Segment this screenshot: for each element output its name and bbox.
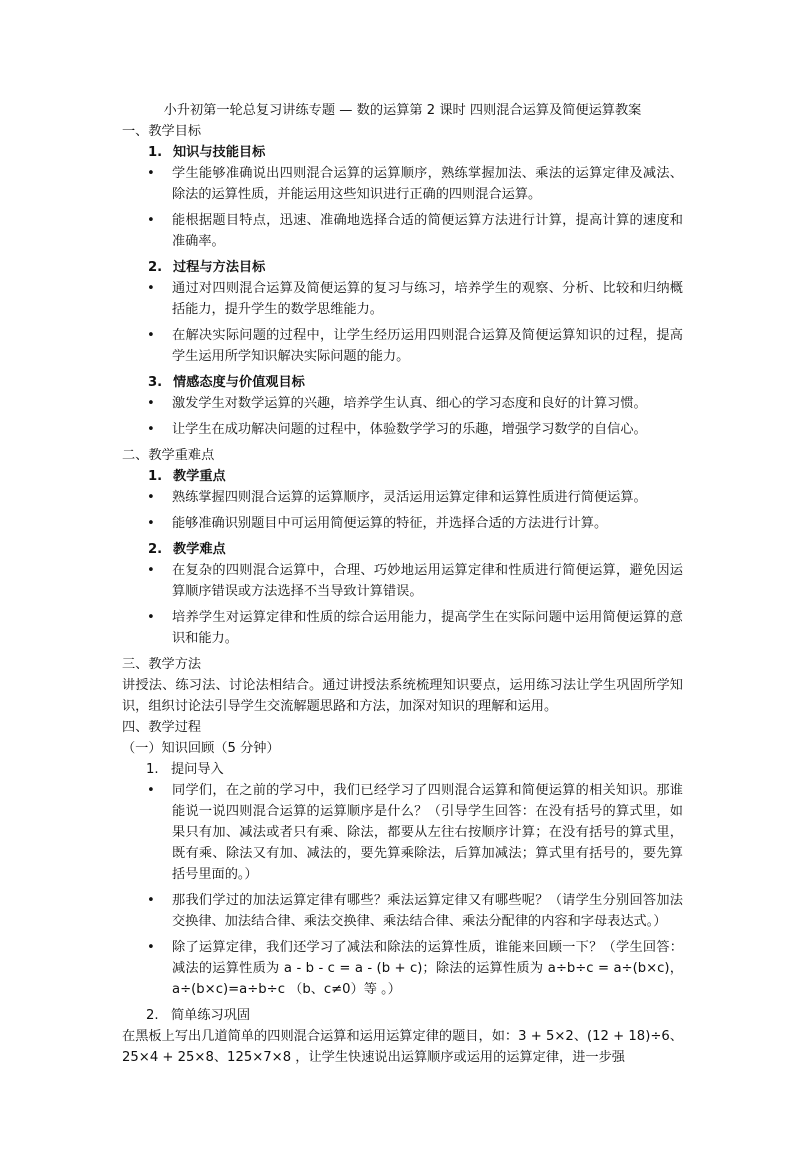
bullet-dot: •	[147, 422, 155, 437]
subheading-label: 教学重点	[173, 469, 226, 484]
bullet-text: 能根据题目特点，迅速、准确地选择合适的简便运算方法进行计算，提高计算的速度和准确率。	[172, 213, 683, 249]
subheading	[146, 759, 683, 780]
bullet-text: 激发学生对数学运算的兴趣，培养学生认真、细心的学习态度和良好的计算习惯。	[172, 396, 647, 411]
bullet-text: 能够准确识别题目中可运用简便运算的特征，并选择合适的方法进行计算。	[172, 516, 608, 531]
subheading	[148, 539, 683, 560]
subheading-number: 2.	[148, 260, 163, 275]
bullet-dot: •	[147, 516, 155, 531]
bullet-item	[144, 325, 683, 367]
subheading-number: 1.	[148, 469, 163, 484]
subheading-number: 2.	[148, 542, 163, 557]
paragraph: 讲授法、练习法、讨论法相结合。通过讲授法系统梳理知识要点，运用练习法让学生巩固所学知识，组织讨论法引导学生交流解题思路和方法，加深对知识的理解和运用。	[122, 678, 683, 714]
bullet-dot: •	[147, 563, 155, 578]
bullet-dot: •	[147, 893, 155, 908]
bullet-dot: •	[147, 328, 155, 343]
bullet-dot: •	[147, 490, 155, 505]
subheading-number: 1.	[146, 762, 159, 777]
subheading-label: 情感态度与价值观目标	[173, 375, 305, 390]
section-heading: 二、教学重难点	[122, 448, 215, 463]
bullet-text: 同学们，在之前的学习中，我们已经学习了四则混合运算和简便运算的相关知识。那谁能说一说四则混合运算的运算顺序是什么？（引导学生回答：在没有括号的算式里，如果只有加、减法或者只有乘、除法，都要从左往右按顺序计算；在没有括号的算式里，既有乘、除法又有加、减法的，要先算乘除法，后算加减法；算式里有括号的，要先算括号里面的。）	[172, 783, 683, 882]
bullet-dot: •	[147, 610, 155, 625]
bullet-item	[144, 278, 683, 320]
bullet-item	[144, 937, 683, 1000]
subheading	[148, 466, 683, 487]
subheading	[148, 257, 683, 278]
bullet-item	[144, 513, 683, 534]
bullet-text: 通过对四则混合运算及简便运算的复习与练习，培养学生的观察、分析、比较和归纳概括能力，提升学生的数学思维能力。	[172, 281, 683, 317]
bullet-item	[144, 890, 683, 932]
bullet-dot: •	[147, 396, 155, 411]
bullet-dot: •	[147, 940, 155, 955]
bullet-item	[144, 487, 683, 508]
subheading-number: 2.	[146, 1008, 159, 1023]
bullet-dot: •	[147, 213, 155, 228]
section-heading: 四、教学过程	[122, 720, 202, 735]
subheading-label: 提问导入	[171, 762, 224, 777]
bullet-dot: •	[147, 783, 155, 798]
section-heading: 一、教学目标	[122, 124, 202, 139]
section-subheading: （一）知识回顾（5 分钟）	[122, 741, 280, 756]
bullet-text: 学生能够准确说出四则混合运算的运算顺序，熟练掌握加法、乘法的运算定律及减法、除法的运算性质，并能运用这些知识进行正确的四则混合运算。	[172, 166, 683, 202]
bullet-item	[144, 393, 683, 414]
bullet-text: 在复杂的四则混合运算中，合理、巧妙地运用运算定律和性质进行简便运算，避免因运算顺序错误或方法选择不当导致计算错误。	[172, 563, 683, 599]
bullet-item	[144, 210, 683, 252]
subheading-label: 教学难点	[173, 542, 226, 557]
bullet-text: 让学生在成功解决问题的过程中，体验数学学习的乐趣，增强学习数学的自信心。	[172, 422, 647, 437]
bullet-text: 熟练掌握四则混合运算的运算顺序，灵活运用运算定律和运算性质进行简便运算。	[172, 490, 647, 505]
subheading	[148, 142, 683, 163]
bullet-text: 培养学生对运算定律和性质的综合运用能力，提高学生在实际问题中运用简便运算的意识和能力。	[172, 610, 683, 646]
bullet-item	[144, 163, 683, 205]
subheading	[148, 372, 683, 393]
subheading	[146, 1005, 683, 1026]
bullet-item	[144, 780, 683, 885]
bullet-item	[144, 607, 683, 649]
subheading-number: 3.	[148, 375, 163, 390]
section-heading: 三、教学方法	[122, 657, 202, 672]
subheading-label: 过程与方法目标	[173, 260, 266, 275]
bullet-item	[144, 419, 683, 440]
bullet-text: 在解决实际问题的过程中，让学生经历运用四则混合运算及简便运算知识的过程，提高学生运用所学知识解决实际问题的能力。	[172, 328, 683, 364]
bullet-item	[144, 560, 683, 602]
bullet-text: 那我们学过的加法运算定律有哪些？乘法运算定律又有哪些呢？（请学生分别回答加法交换律、加法结合律、乘法交换律、乘法结合律、乘法分配律的内容和字母表达式。）	[172, 893, 683, 929]
subheading-label: 简单练习巩固	[171, 1008, 251, 1023]
bullet-dot: •	[147, 281, 155, 296]
bullet-text: 除了运算定律，我们还学习了减法和除法的运算性质，谁能来回顾一下？（学生回答：减法的运算性质为 a - b - c = a - (b + c)；除法的运算性质为 a÷b÷c = a÷(b×c)，a÷(b×c)=a÷b÷c （b、c≠0）等 。）	[172, 940, 683, 997]
bullet-dot: •	[147, 166, 155, 181]
subheading-label: 知识与技能目标	[173, 145, 266, 160]
subheading-number: 1.	[148, 145, 163, 160]
paragraph: 在黑板上写出几道简单的四则混合运算和运用运算定律的题目，如：3 + 5×2、(12 + 18)÷6、25×4 + 25×8、125×7×8 ，让学生快速说出运算顺序或运用的运算定律，进一步强	[122, 1029, 683, 1065]
document-title: 小升初第一轮总复习讲练专题 — 数的运算第 2 课时 四则混合运算及简便运算教案	[163, 103, 642, 118]
